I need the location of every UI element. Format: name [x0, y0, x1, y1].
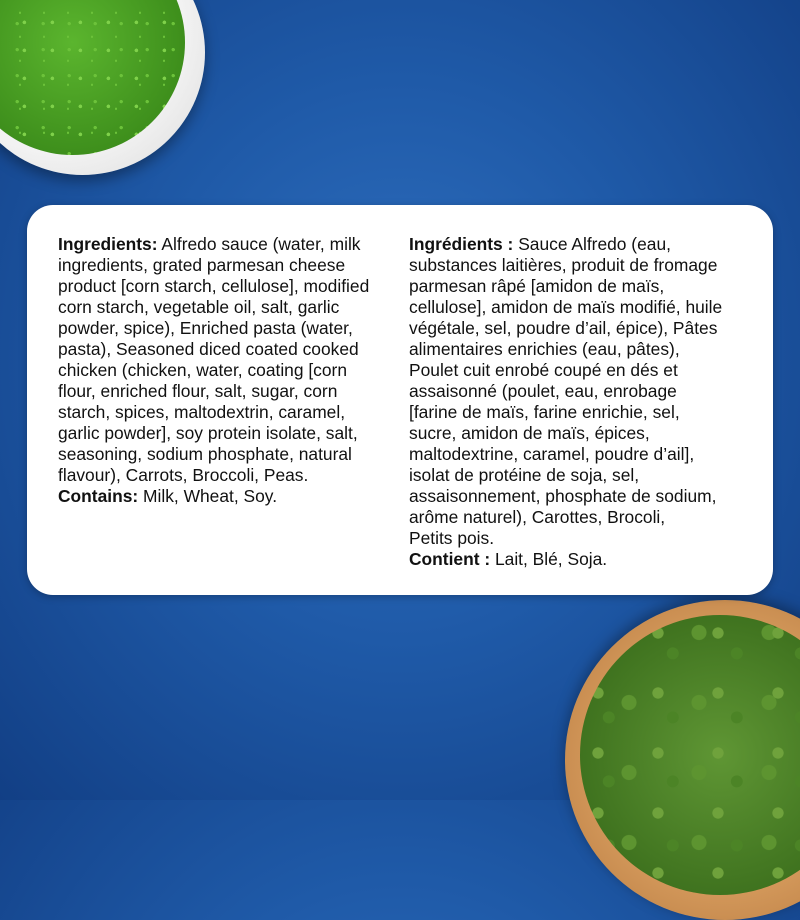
ingredients-line-fr: assaisonné (poulet, eau, enrobage [409, 381, 677, 401]
ingredients-panel [27, 205, 773, 595]
english-ingredients [58, 234, 388, 507]
ingredients-line-fr: végétale, sel, poudre d’ail, épice), Pâtes [409, 318, 718, 338]
ingredients-line-fr: arôme naturel), Carottes, Brocoli, [409, 507, 666, 527]
ingredients-line-fr: sucre, amidon de maïs, épices, [409, 423, 650, 443]
ingredients-line-en: product [corn starch, cellulose], modified [58, 276, 370, 296]
ingredients-line-en: starch, spices, maltodextrin, caramel, [58, 402, 346, 422]
peas-bowl-image [0, 0, 205, 175]
ingredients-line-en: flavour), Carrots, Broccoli, Peas. [58, 465, 309, 485]
contains-text-en: Milk, Wheat, Soy. [138, 486, 278, 506]
ingredients-line-fr: assaisonnement, phosphate de sodium, [409, 486, 717, 506]
ingredients-line-en: corn starch, vegetable oil, salt, garlic [58, 297, 340, 317]
ingredients-line-en: seasoning, sodium phosphate, natural [58, 444, 352, 464]
contains-label-fr: Contient : [409, 549, 491, 569]
ingredients-line-fr: [farine de maïs, farine enrichie, sel, [409, 402, 680, 422]
ingredients-line-fr: Poulet cuit enrobé coupé en dés et [409, 360, 678, 380]
ingredients-line-fr: substances laitières, produit de fromage [409, 255, 718, 275]
ingredients-line-fr: maltodextrine, caramel, poudre d’ail], [409, 444, 695, 464]
ingredients-line-fr: cellulose], amidon de maïs modifié, huile [409, 297, 723, 317]
ingredients-line-en: powder, spice), Enriched pasta (water, [58, 318, 353, 338]
contains-text-fr: Lait, Blé, Soja. [490, 549, 608, 569]
french-ingredients [409, 234, 749, 570]
ingredients-label-en: Ingredients: [58, 234, 158, 254]
ingredients-label-fr: Ingrédients : [409, 234, 514, 254]
ingredients-line-fr: alimentaires enrichies (eau, pâtes), [409, 339, 680, 359]
broccoli [580, 615, 800, 895]
ingredients-line-fr: isolat de protéine de soja, sel, [409, 465, 640, 485]
ingredients-line-en: pasta), Seasoned diced coated cooked [58, 339, 359, 359]
ingredients-line-fr: Petits pois. [409, 528, 495, 548]
ingredients-line-fr: parmesan râpé [amidon de maïs, [409, 276, 665, 296]
ingredients-line-en: garlic powder], soy protein isolate, salt, [58, 423, 358, 443]
broccoli-bowl-image [565, 600, 800, 920]
ingredients-line-en: flour, enriched flour, salt, sugar, corn [58, 381, 338, 401]
ingredients-line-en: ingredients, grated parmesan cheese [58, 255, 346, 275]
ingredients-line-en: chicken (chicken, water, coating [corn [58, 360, 348, 380]
ingredients-line-en: Alfredo sauce (water, milk [157, 234, 361, 254]
contains-label-en: Contains: [58, 486, 139, 506]
peas [0, 0, 185, 155]
ingredients-line-fr: Sauce Alfredo (eau, [513, 234, 671, 254]
